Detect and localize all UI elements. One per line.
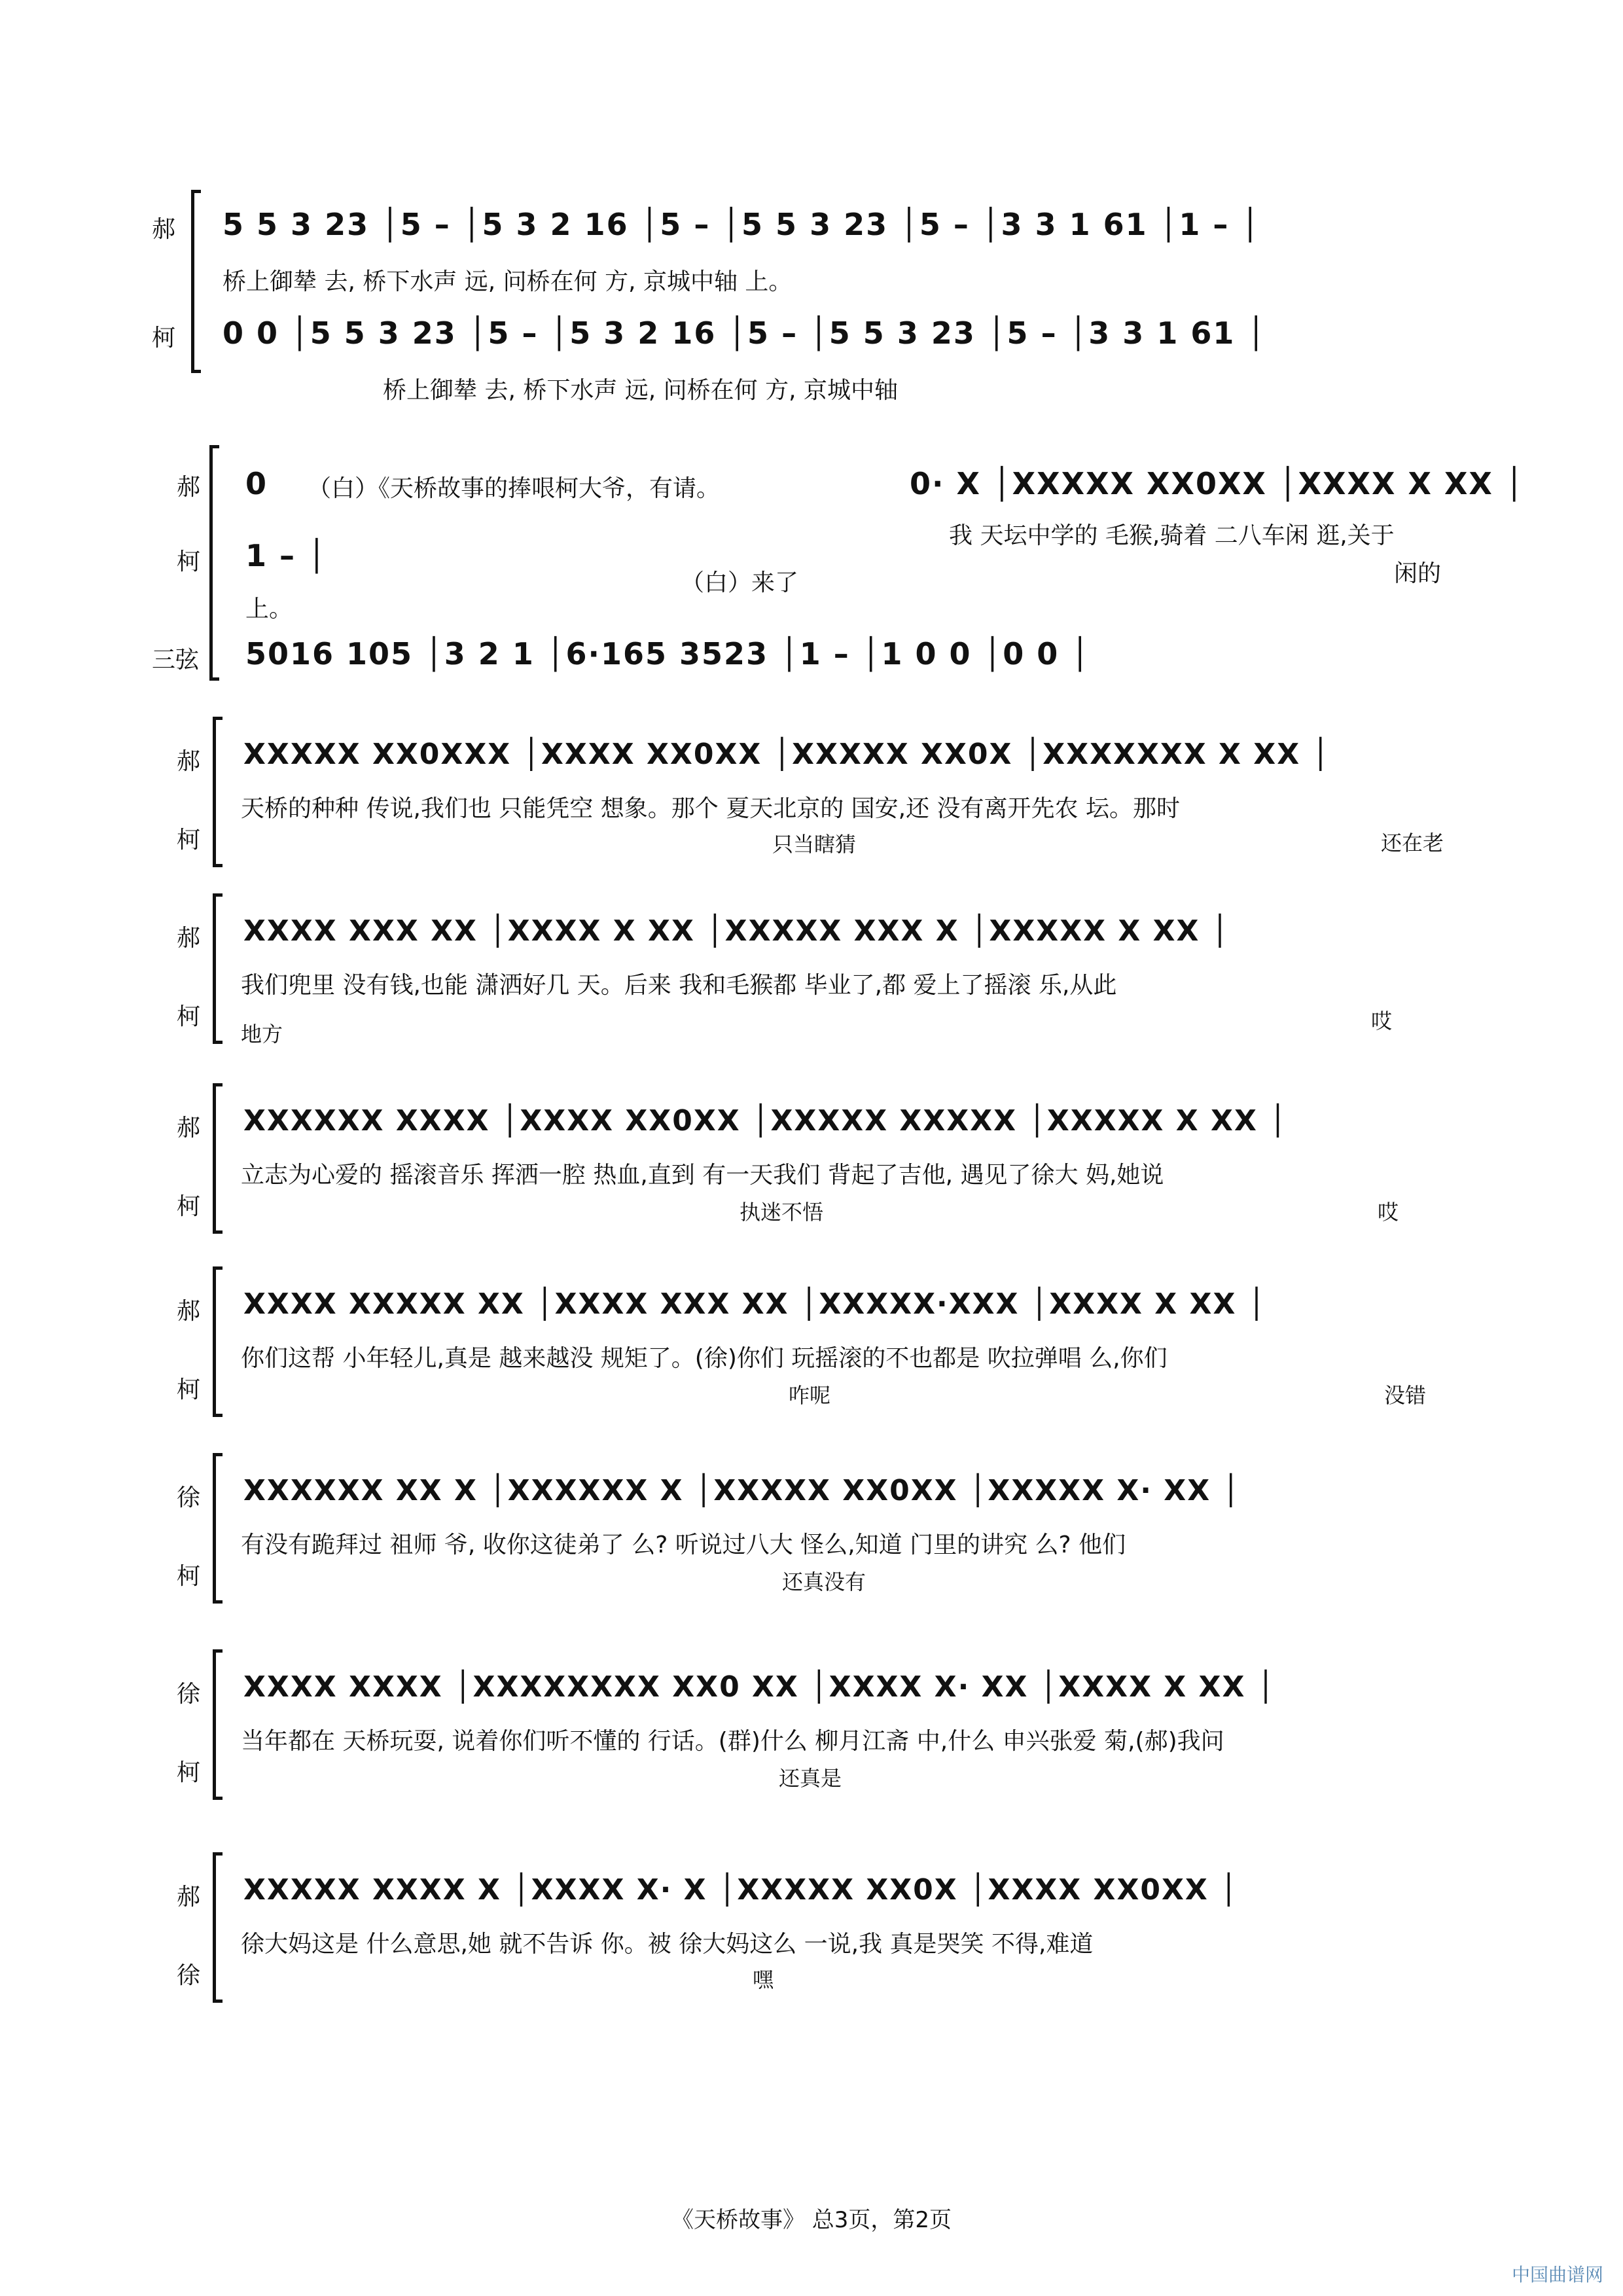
lyric-line: 闲的 [1394, 560, 1442, 587]
spoken-line: （白）《天桥故事的捧哏柯大爷，有请。 [308, 475, 721, 502]
part-name: 郝 [152, 216, 176, 243]
system-bracket [213, 1649, 223, 1800]
notation-line: 5 5 3 23 │5 – │5 3 2 16 │5 – │5 5 3 23 │5 – │3 3 1 61 │1 – │ [223, 207, 1261, 242]
sub-lyric: 还在老 [1381, 831, 1444, 855]
part-name: 郝 [177, 474, 201, 501]
part-name: 郝 [177, 1298, 201, 1325]
part-name: 柯 [177, 1759, 201, 1786]
lyric-line: 桥上御辇 去, 桥下水声 远, 问桥在何 方, 京城中轴 [383, 377, 898, 404]
system-bracket [209, 445, 219, 681]
notation-line: 5016 105 │3 2 1 │6·165 3523 │1 – │1 0 0 │0 0 │ [245, 636, 1091, 672]
lyric-line: 立志为心爱的 摇滚音乐 挥洒一腔 热血,直到 有一天我们 背起了吉他, 遇见了徐大 妈,她说 [241, 1162, 1164, 1189]
lyric-line: 桥上御辇 去, 桥下水声 远, 问桥在何 方, 京城中轴 上。 [223, 268, 793, 295]
part-name: 徐 [177, 1484, 201, 1511]
system-2 [0, 445, 1623, 681]
system-8 [0, 1649, 1623, 1800]
spoken-line: （白）来了 [681, 569, 799, 596]
system-bracket [213, 1852, 223, 2003]
sub-lyric: 哎 [1371, 1009, 1393, 1033]
page-footer: 《天桥故事》 总3页，第2页 [671, 2207, 952, 2233]
sub-lyric: 咋呢 [789, 1383, 831, 1408]
part-name: 柯 [152, 325, 176, 351]
part-name: 柯 [177, 827, 201, 853]
part-name: 柯 [177, 1193, 201, 1220]
lyric-line: 上。 [245, 596, 293, 622]
rhythm-line: XXXXXX XXXX │XXXX XX0XX │XXXXX XXXXX │XXXXX X XX │ [243, 1104, 1288, 1138]
part-name: 郝 [177, 925, 201, 952]
system-bracket [213, 1453, 223, 1604]
part-name: 柯 [177, 1376, 201, 1403]
sub-lyric: 还真是 [779, 1766, 842, 1791]
part-name: 郝 [177, 1884, 201, 1910]
system-bracket [213, 1083, 223, 1234]
sub-lyric: 嘿 [753, 1967, 774, 1992]
part-name: 柯 [177, 1563, 201, 1590]
part-name: 徐 [177, 1681, 201, 1708]
part-name: 郝 [177, 748, 201, 775]
part-name: 柯 [177, 548, 201, 575]
system-5 [0, 1083, 1623, 1234]
lyric-line: 徐大妈这是 什么意思,她 就不告诉 你。被 徐大妈这么 一说,我 真是哭笑 不得,难道 [241, 1931, 1094, 1958]
lyric-line: 我们兜里 没有钱,也能 潇洒好几 天。后来 我和毛猴都 毕业了,都 爱上了摇滚 乐,从此 [241, 972, 1117, 999]
system-4 [0, 893, 1623, 1047]
lyric-line: 有没有跪拜过 祖师 爷, 收你这徒弟了 么? 听说过八大 怪么,知道 门里的讲究 么? 他们 [241, 1532, 1126, 1558]
rhythm-line: XXXXXX XX X │XXXXXX X │XXXXX XX0XX │XXXXX X· XX │ [243, 1474, 1241, 1507]
lyric-line: 我 天坛中学的 毛猴,骑着 二八车闲 逛,关于 [949, 522, 1395, 549]
rhythm-line: XXXX XXXX │XXXXXXXX XX0 XX │XXXX X· XX │XXXX X XX │ [243, 1670, 1276, 1704]
rhythm-line: 0· X │XXXXX XX0XX │XXXX X XX │ [910, 466, 1525, 501]
sub-lyric: 还真没有 [782, 1570, 866, 1594]
sub-lyric: 执迷不悟 [740, 1200, 824, 1225]
part-name: 郝 [177, 1115, 201, 1141]
rhythm-line: XXXXX XXXX X │XXXX X· X │XXXXX XX0X │XXXX XX0XX │ [243, 1873, 1239, 1907]
rhythm-line: XXXX XXX XX │XXXX X XX │XXXXX XXX X │XXXXX X XX │ [243, 914, 1230, 948]
notation-line: 1 – │ [245, 538, 327, 573]
system-1 [0, 190, 1623, 404]
part-name: 徐 [177, 1962, 201, 1989]
system-9 [0, 1852, 1623, 2003]
system-bracket [213, 893, 223, 1044]
rhythm-line: XXXXX XX0XXX │XXXX XX0XX │XXXXX XX0X │XXXXXXX X XX │ [243, 738, 1330, 771]
lyric-line: 天桥的种种 传说,我们也 只能凭空 想象。那个 夏天北京的 国安,还 没有离开先农 坛。那时 [241, 795, 1180, 822]
system-bracket [191, 190, 201, 373]
sub-lyric: 哎 [1378, 1200, 1399, 1225]
part-name: 三弦 [152, 647, 200, 673]
lyric-line: 你们这帮 小年轻儿,真是 越来越没 规矩了。(徐)你们 玩摇滚的不也都是 吹拉弹唱 么,你们 [241, 1345, 1168, 1372]
system-6 [0, 1266, 1623, 1417]
part-name: 柯 [177, 1003, 201, 1030]
rhythm-line: XXXX XXXXX XX │XXXX XXX XX │XXXXX·XXX │XXXX X XX │ [243, 1287, 1267, 1321]
notation-line: 0 0 │5 5 3 23 │5 – │5 3 2 16 │5 – │5 5 3 23 │5 – │3 3 1 61 │ [223, 315, 1267, 351]
sub-lyric: 没错 [1384, 1383, 1427, 1408]
system-bracket [213, 1266, 223, 1417]
sub-lyric: 只当瞎猜 [772, 832, 857, 857]
notation-line: 0 [245, 466, 268, 501]
watermark-logo: 中国曲谱网 [1511, 2264, 1603, 2286]
system-7 [0, 1453, 1623, 1604]
lyric-line: 当年都在 天桥玩耍, 说着你们听不懂的 行话。(群)什么 柳月江斋 中,什么 申兴张爱 菊,(郝)我问 [241, 1728, 1224, 1755]
system-3 [0, 717, 1623, 867]
system-bracket [213, 717, 223, 867]
sub-lyric: 地方 [241, 1022, 283, 1047]
